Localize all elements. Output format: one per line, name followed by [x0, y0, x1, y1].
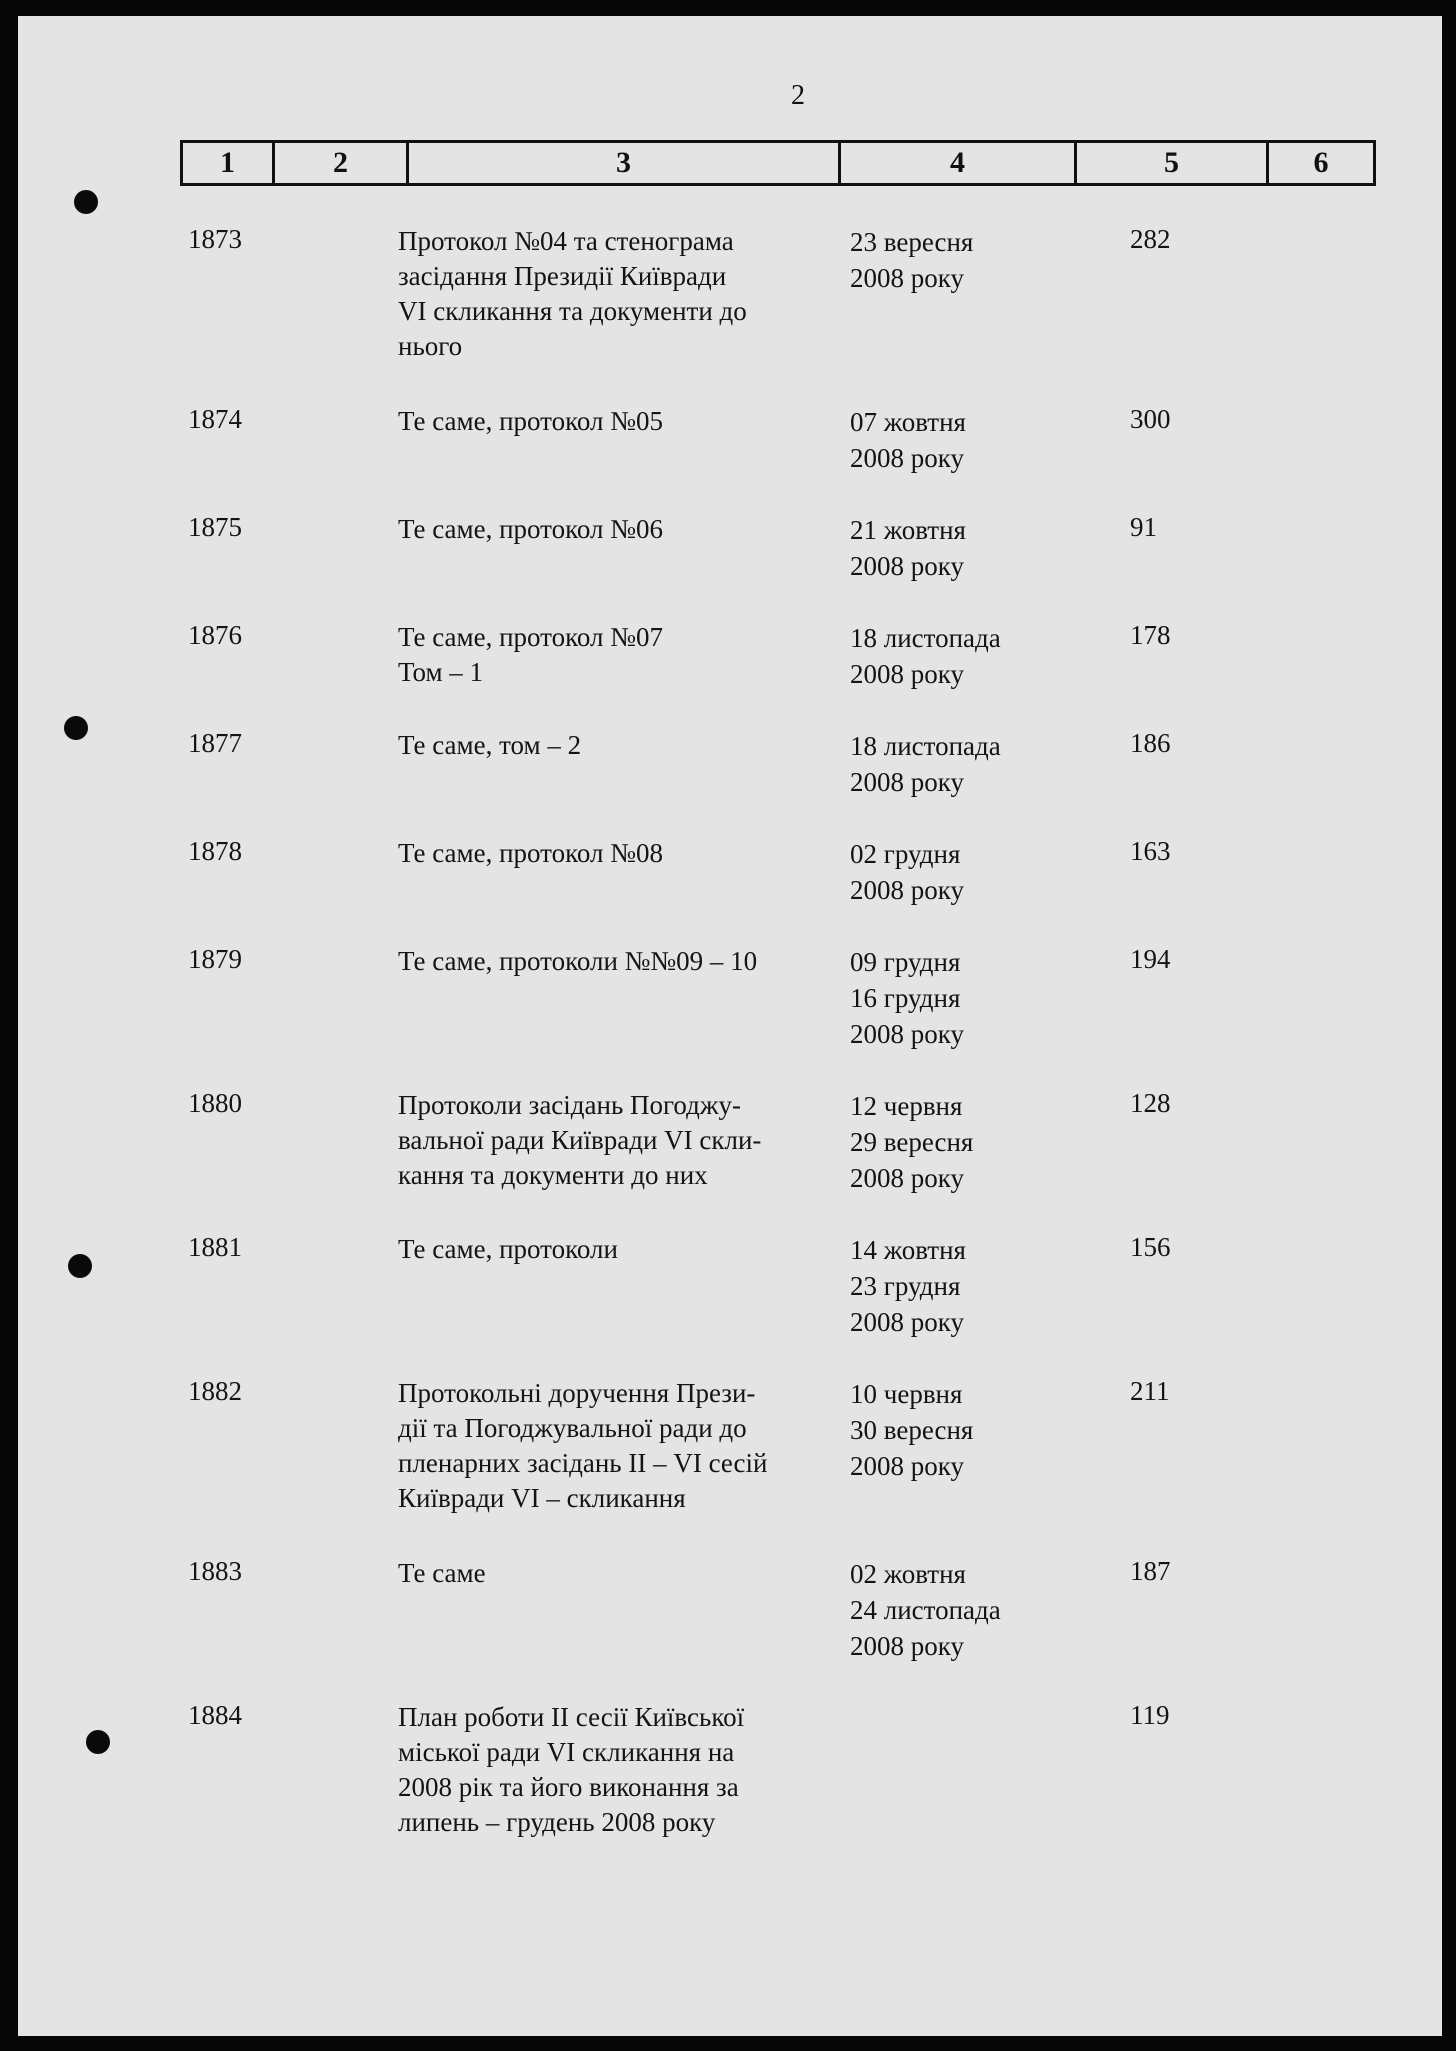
entry-date: [850, 836, 1070, 908]
date-line: 2008 року: [850, 1307, 964, 1337]
entry-number: 1874: [188, 404, 242, 434]
entry-sheet-count: 163: [1130, 836, 1171, 866]
entry-description: [398, 512, 838, 547]
entry-date: [850, 224, 1070, 296]
entry-number: 1876: [188, 620, 242, 650]
description-line: дії та Погоджувальної ради до: [398, 1413, 747, 1443]
date-line: 24 листопада: [850, 1595, 1001, 1625]
entry-sheet-count: 194: [1130, 944, 1171, 974]
description-line: липень – грудень 2008 року: [398, 1807, 716, 1837]
entry-date: [850, 1088, 1070, 1196]
description-line: засідання Президії Київради: [398, 261, 727, 291]
header-col-2: 2: [275, 143, 409, 183]
description-line: Те саме, протокол №07: [398, 622, 663, 652]
description-line: Те саме, протокол №06: [398, 514, 663, 544]
description-line: План роботи ІІ сесії Київської: [398, 1702, 745, 1732]
entry-number: 1880: [188, 1088, 242, 1118]
entry-number: 1881: [188, 1232, 242, 1262]
description-line: Том – 1: [398, 657, 484, 687]
date-line: 30 вересня: [850, 1415, 974, 1445]
description-line: Протоколи засідань Погоджу-: [398, 1090, 742, 1120]
description-line: пленарних засідань ІІ – VІ сесій: [398, 1448, 768, 1478]
description-line: Те саме, протоколи №№09 – 10: [398, 946, 758, 976]
entry-number: 1879: [188, 944, 242, 974]
description-line: Те саме, протокол №05: [398, 406, 663, 436]
entry-number: 1882: [188, 1376, 242, 1406]
entry-date: [850, 512, 1070, 584]
date-line: 14 жовтня: [850, 1235, 966, 1265]
date-line: 07 жовтня: [850, 407, 966, 437]
date-line: 18 листопада: [850, 731, 1001, 761]
entry-date: [850, 944, 1070, 1052]
entry-date: [850, 1376, 1070, 1484]
date-line: 2008 року: [850, 263, 964, 293]
header-col-6: 6: [1313, 146, 1329, 179]
header-col-3: 3: [409, 143, 841, 183]
date-line: 29 вересня: [850, 1127, 974, 1157]
date-line: 2008 року: [850, 551, 964, 581]
entry-description: [398, 1556, 838, 1591]
entry-description: [398, 1700, 838, 1840]
date-line: 2008 року: [850, 1019, 964, 1049]
entry-description: [398, 620, 838, 690]
entry-sheet-count: 156: [1130, 1232, 1171, 1262]
entry-date: [850, 404, 1070, 476]
entry-sheet-count: 211: [1130, 1376, 1170, 1406]
description-line: Те саме, протоколи: [398, 1234, 618, 1264]
entry-number: 1884: [188, 1700, 242, 1730]
date-line: 2008 року: [850, 443, 964, 473]
entry-date: [850, 728, 1070, 800]
description-line: Те саме, том – 2: [398, 730, 582, 760]
date-line: 02 грудня: [850, 839, 961, 869]
description-line: Протокол №04 та стенограма: [398, 226, 734, 256]
entry-description: [398, 944, 838, 979]
date-line: 23 вересня: [850, 227, 974, 257]
entry-number: 1873: [188, 224, 242, 254]
date-line: 12 червня: [850, 1091, 963, 1121]
entry-number: 1878: [188, 836, 242, 866]
date-line: 2008 року: [850, 1163, 964, 1193]
entry-sheet-count: 119: [1130, 1700, 1170, 1730]
entry-description: [398, 404, 838, 439]
entry-sheet-count: 187: [1130, 1556, 1171, 1586]
description-line: нього: [398, 331, 463, 361]
entry-sheet-count: 186: [1130, 728, 1171, 758]
entry-sheet-count: 282: [1130, 224, 1171, 254]
inventory-list: [18, 16, 1442, 2036]
description-line: 2008 рік та його виконання за: [398, 1772, 739, 1802]
entry-sheet-count: 300: [1130, 404, 1171, 434]
entry-sheet-count: 91: [1130, 512, 1157, 542]
entry-number: 1877: [188, 728, 242, 758]
entry-date: [850, 620, 1070, 692]
header-col-4: 4: [841, 143, 1077, 183]
description-line: міської ради VІ скликання на: [398, 1737, 735, 1767]
date-line: 2008 року: [850, 875, 964, 905]
entry-number: 1883: [188, 1556, 242, 1586]
description-line: VІ скликання та документи до: [398, 296, 747, 326]
date-line: 18 листопада: [850, 623, 1001, 653]
entry-description: [398, 224, 838, 364]
entry-description: [398, 728, 838, 763]
date-line: 2008 року: [850, 1451, 964, 1481]
header-col-5: 5: [1077, 143, 1269, 183]
description-line: Протокольні доручення Прези-: [398, 1378, 756, 1408]
header-col-1: 1: [183, 143, 275, 183]
date-line: 09 грудня: [850, 947, 961, 977]
date-line: 16 грудня: [850, 983, 961, 1013]
description-line: Те саме, протокол №08: [398, 838, 663, 868]
entry-sheet-count: 178: [1130, 620, 1171, 650]
entry-number: 1875: [188, 512, 242, 542]
description-line: кання та документи до них: [398, 1160, 708, 1190]
date-line: 23 грудня: [850, 1271, 961, 1301]
date-line: 02 жовтня: [850, 1559, 966, 1589]
entry-sheet-count: 128: [1130, 1088, 1171, 1118]
entry-date: [850, 1556, 1070, 1664]
page-number: 2: [791, 80, 805, 111]
entry-description: [398, 1088, 838, 1193]
description-line: Київради VІ – скликання: [398, 1483, 686, 1513]
description-line: вальної ради Київради VІ скли-: [398, 1125, 762, 1155]
date-line: 10 червня: [850, 1379, 963, 1409]
date-line: 21 жовтня: [850, 515, 966, 545]
entry-date: [850, 1232, 1070, 1340]
date-line: 2008 року: [850, 767, 964, 797]
document-page: [18, 16, 1442, 2036]
entry-description: [398, 836, 838, 871]
entry-description: [398, 1376, 838, 1516]
entry-description: [398, 1232, 838, 1267]
description-line: Те саме: [398, 1558, 486, 1588]
date-line: 2008 року: [850, 659, 964, 689]
date-line: 2008 року: [850, 1631, 964, 1661]
